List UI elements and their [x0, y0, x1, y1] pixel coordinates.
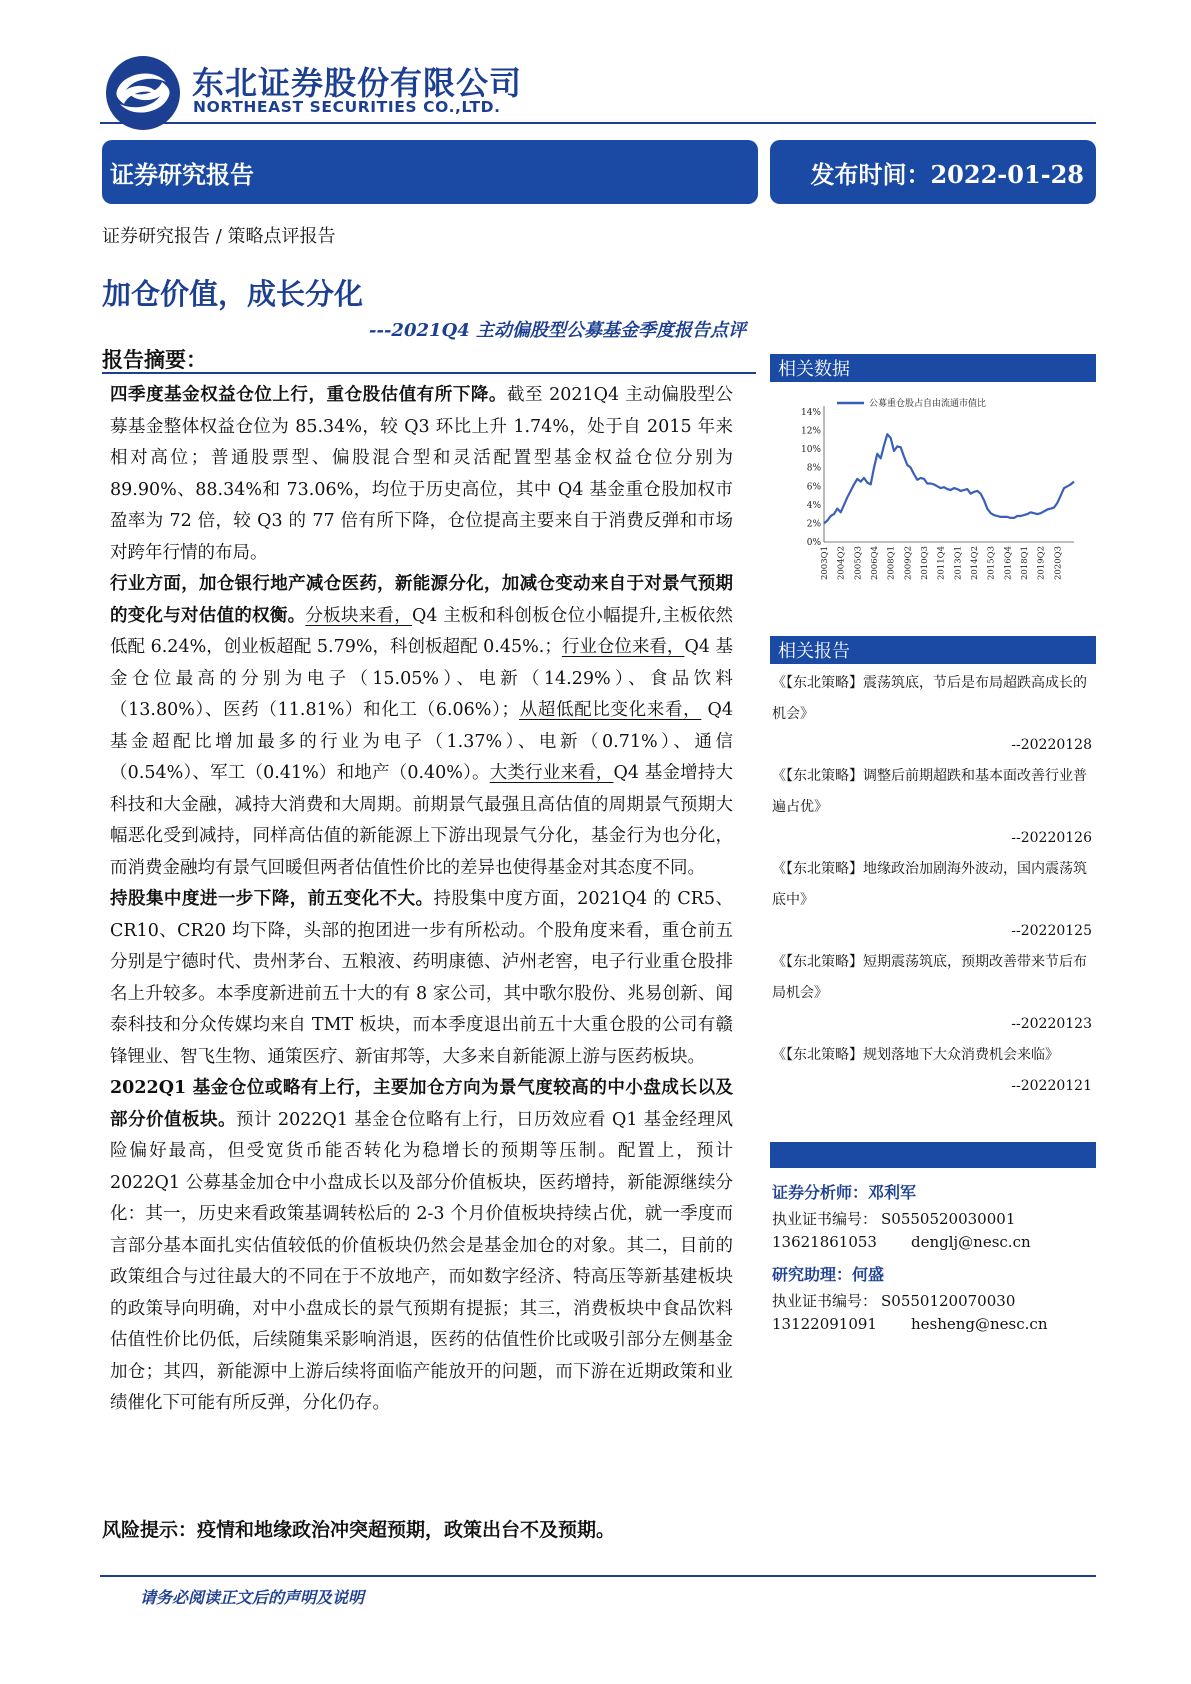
paragraph-4 [110, 1073, 733, 1420]
p1-lead: 四季度基金权益仓位上行，重仓股估值有所下降。 [110, 385, 507, 405]
footer-divider [100, 1575, 1096, 1577]
assistant-cert: S0550120070030 [881, 1292, 1016, 1310]
related-reports-header: 相关报告 [770, 636, 1096, 664]
x-tick-label: 2014Q2 [970, 546, 980, 581]
p2-underline-3: 从超低配比变化来看， [519, 700, 702, 720]
paragraph-1 [110, 380, 733, 569]
assistant-role: 研究助理： [772, 1265, 853, 1284]
p2-text-4: Q4 基金增持大科技和大金融，减持大消费和大周期。前期景气最强且高估值的周期景气预期大幅恶化受到减持，同样高估值的新能源上下游出现景气分化，基金行为也分化，而消费金融均有景气回暖但两者估值性价比的差异也使得基金对其态度不同。 [110, 763, 733, 878]
risk-warning: 风险提示：疫情和地缘政治冲突超预期，政策出台不及预期。 [102, 1519, 616, 1541]
analyst-cert-line [772, 1208, 1015, 1229]
company-name-en: NORTHEAST SECURITIES CO.,LTD. [193, 98, 501, 116]
y-tick-label: 8% [806, 463, 821, 474]
summary-heading: 报告摘要： [102, 347, 207, 372]
report-type-banner: 证券研究报告 [102, 140, 758, 204]
summary-divider [102, 372, 756, 374]
p4-text: 预计 2022Q1 基金仓位略有上行，日历效应看 Q1 基金经理风险偏好最高，但受宽货币能否转化为稳增长的预期等压制。配置上，预计 2022Q1 公募基金加仓中小盘成长以及部分价值板块，医药增持，新能源继续分化：其一，历史来看政策基调转松后的 2-3 个月价值板块持续占优，就一季度而言部分基本面扎实估值较低的价值板块仍然会是基金加仓的对象。其二，目前的政策组合与过往最大的不同在于不放地产，而如数字经济、特高压等新基建板块的政策导向明确，对中小盘成长的景气预期有提振；其三，消费板块中食品饮料估值性价比仍低，后续随集采影响消退，医药的估值性价比或吸引部分左侧基金加仓；其四，新能源中上游后续将面临产能放开的问题，而下游在近期政策和业绩催化下可能有所反弹，分化仍存。 [110, 1109, 734, 1413]
related-report-title[interactable]: 《【东北策略】震荡筑底，节后是布局超跌高成长的机会》 [772, 675, 1087, 722]
y-tick-label: 14% [800, 408, 821, 418]
related-report-title[interactable]: 《【东北策略】地缘政治加剧海外波动，国内震荡筑底中》 [772, 861, 1087, 908]
y-tick-label: 12% [800, 426, 821, 437]
assistant-cert-line [772, 1290, 1015, 1311]
related-report-title[interactable]: 《【东北策略】调整后前期超跌和基本面改善行业普遍占优》 [772, 768, 1087, 815]
analyst-name-line [772, 1180, 916, 1203]
company-logo [104, 54, 182, 132]
p2-underline-2: 行业仓位来看， [561, 637, 685, 657]
p3-lead: 持股集中度进一步下降，前五变化不大。 [110, 889, 434, 909]
p2-underline-1: 分板块来看， [305, 605, 412, 626]
analyst-email[interactable]: denglj@nesc.cn [910, 1233, 1031, 1251]
paragraph-3 [110, 884, 733, 1073]
header-divider [100, 122, 1096, 124]
y-tick-label: 10% [800, 445, 821, 456]
footer-disclaimer: 请务必阅读正文后的声明及说明 [140, 1588, 365, 1607]
x-tick-label: 2004Q2 [836, 546, 847, 581]
p2-lead: 行业方面，加仓银行地产减仓医药，新能源分化，加减仓变动来自于对景气预期的变化与对估值的权衡。 [110, 574, 733, 626]
page-subtitle: ---2021Q4 主动偏股型公募基金季度报告点评 [369, 320, 746, 341]
x-tick-label: 2019Q2 [1036, 546, 1047, 581]
related-report-date: --20220123 [1011, 1016, 1092, 1032]
analyst-header-bar [770, 1142, 1096, 1168]
y-tick-label: 6% [806, 482, 821, 493]
y-tick-label: 2% [806, 519, 821, 530]
x-tick-label: 2010Q3 [920, 546, 930, 581]
page-title: 加仓价值，成长分化 [102, 277, 364, 311]
x-tick-label: 2016Q4 [1003, 546, 1014, 581]
x-tick-label: 2005Q3 [853, 546, 864, 581]
related-report-date: --20220121 [1011, 1078, 1092, 1094]
p2-text-3: Q4 基金超配比增加最多的行业为电子（1.37%）、电新（0.71%）、通信（0.54%）、军工（0.41%）和地产（0.40%）。 [110, 700, 734, 783]
breadcrumb: 证券研究报告 / 策略点评报告 [102, 226, 336, 247]
x-tick-label: 2011Q4 [936, 546, 947, 581]
company-name-cn: 东北证券股份有限公司 [192, 64, 523, 102]
publish-date-banner: 发布时间：2022-01-28 [770, 140, 1096, 204]
y-tick-label: 0% [806, 538, 821, 548]
related-report-date: --20220125 [1011, 923, 1092, 939]
x-tick-label: 2003Q1 [820, 546, 830, 581]
p2-underline-4: 大类行业来看， [489, 763, 614, 783]
p2-text-2: Q4 基金仓位最高的分别为电子（15.05%）、电新（14.29%）、食品饮料（13.80%）、医药（11.81%）和化工（6.06%）； [110, 637, 734, 720]
analyst-phone: 13621861053 [772, 1233, 877, 1251]
analyst-cert: S0550520030001 [881, 1210, 1016, 1228]
assistant-cert-label: 执业证书编号： [772, 1292, 878, 1310]
assistant-name-line [772, 1262, 884, 1285]
holding-ratio-chart [782, 392, 1082, 592]
p2-text-1: Q4 主板和科创板仓位小幅提升,主板依然低配 6.24%，创业板超配 5.79%，科创板超配 0.45%.； [110, 605, 734, 657]
analyst-role: 证券分析师： [772, 1183, 869, 1202]
x-tick-label: 2020Q3 [1053, 546, 1064, 581]
x-tick-label: 2018Q1 [1020, 546, 1030, 581]
analyst-name: 邓利军 [868, 1183, 917, 1202]
p3-text: 持股集中度方面，2021Q4 的 CR5、CR10、CR20 均下降，头部的抱团进一步有所松动。个股角度来看，重仓前五分别是宁德时代、贵州茅台、五粮液、药明康德、泸州老窖，电子行业重仓股排名上升较多。本季度新进前五十大的有 8 家公司，其中歌尔股份、兆易创新、闻泰科技和分众传媒均来自 TMT 板块，而本季度退出前五十大重仓股的公司有赣锋锂业、智飞生物、通策医疗、新宙邦等，大多来自新能源上游与医药板块。 [110, 889, 734, 1067]
assistant-contact-line [772, 1315, 1048, 1333]
x-tick-label: 2013Q1 [953, 546, 964, 581]
analyst-contact-line [772, 1233, 1031, 1251]
x-tick-label: 2006Q4 [870, 546, 880, 581]
analyst-cert-label: 执业证书编号： [772, 1210, 878, 1228]
related-report-title[interactable]: 《【东北策略】规划落地下大众消费机会来临》 [772, 1047, 1059, 1063]
related-report-date: --20220128 [1011, 737, 1092, 753]
x-tick-label: 2015Q3 [986, 546, 997, 581]
y-tick-label: 4% [806, 500, 821, 511]
legend-label: 公募重仓股占自由流通市值比 [869, 399, 987, 409]
assistant-phone: 13122091091 [772, 1315, 877, 1333]
related-report-title[interactable]: 《【东北策略】短期震荡筑底，预期改善带来节后布局机会》 [772, 954, 1087, 1001]
x-tick-label: 2008Q1 [886, 546, 897, 581]
p1-text: 截至 2021Q4 主动偏股型公募基金整体权益仓位为 85.34%，较 Q3 环比上升 1.74%，处于自 2015 年来相对高位；普通股票型、偏股混合型和灵活配置型基金权益仓位分别为 89.90%、88.34%和 73.06%，均位于历史高位，其中 Q4 基金重仓股加权市盈率为 72 倍，较 Q3 的 77 倍有所下降，仓位提高主要来自于消费反弹和市场对跨年行情的布局。 [110, 385, 733, 563]
assistant-name: 何盛 [852, 1265, 885, 1284]
related-data-header: 相关数据 [770, 354, 1096, 382]
related-reports-list [772, 668, 1096, 1102]
series-line [824, 434, 1074, 523]
assistant-email[interactable]: hesheng@nesc.cn [910, 1315, 1048, 1333]
related-report-date: --20220126 [1011, 830, 1092, 846]
summary-body [110, 380, 733, 1420]
paragraph-2 [110, 569, 733, 884]
p4-lead: 2022Q1 基金仓位或略有上行，主要加仓方向为景气度较高的中小盘成长以及部分价值板块。 [110, 1078, 733, 1130]
x-tick-label: 2009Q2 [903, 546, 914, 581]
